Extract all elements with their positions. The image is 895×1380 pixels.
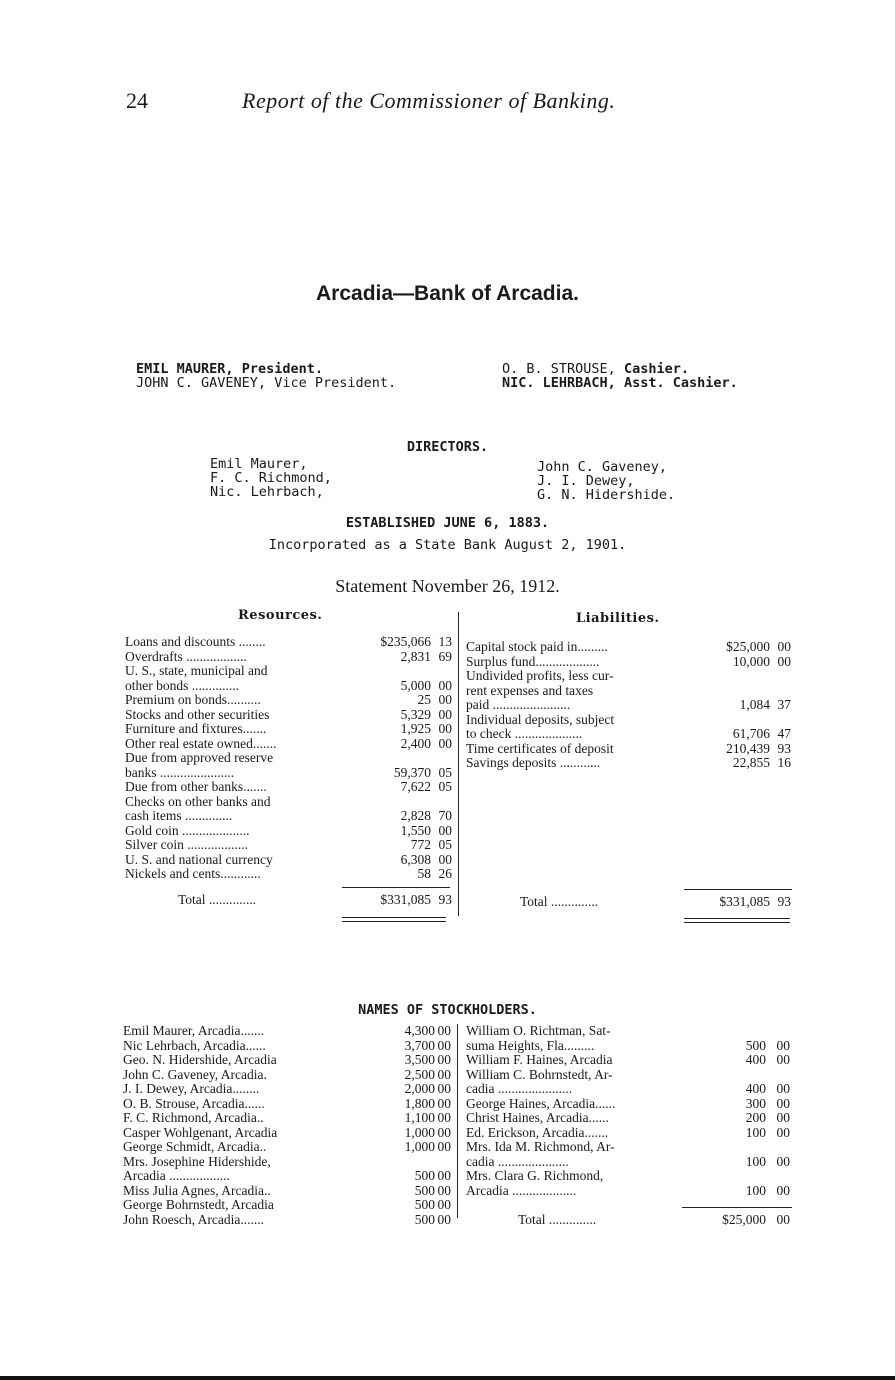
row-cents: 00 xyxy=(437,1052,451,1067)
row-label: Ed. Erickson, Arcadia....... xyxy=(466,1125,609,1140)
stockholder-row xyxy=(123,1184,453,1199)
row-cents: 00 xyxy=(437,1023,451,1038)
resources-total-rule xyxy=(342,887,450,888)
resource-row xyxy=(125,635,455,650)
resource-row xyxy=(125,664,455,679)
resource-row xyxy=(125,766,455,781)
row-amount: 1,550 xyxy=(400,822,431,838)
row-label: Miss Julia Agnes, Arcadia.. xyxy=(123,1183,271,1198)
stockholder-row xyxy=(466,1068,796,1083)
row-label: John Roesch, Arcadia....... xyxy=(123,1212,264,1227)
row-amount: 1,000 xyxy=(404,1124,435,1140)
row-amount: 2,831 xyxy=(400,648,431,664)
row-amount: 7,622 xyxy=(400,779,431,794)
liability-row xyxy=(466,756,796,771)
resource-row xyxy=(125,650,455,665)
resources-total-row xyxy=(125,893,455,908)
row-cents: 05 xyxy=(438,779,452,794)
officer-left-2 xyxy=(136,376,396,391)
stockholder-row xyxy=(123,1082,453,1097)
row-label: Checks on other banks and xyxy=(125,794,271,809)
row-label: Due from approved reserve xyxy=(125,751,274,765)
liability-row xyxy=(466,640,796,655)
liability-row xyxy=(466,698,796,713)
row-cents: 00 xyxy=(776,1081,790,1096)
stockholder-row xyxy=(466,1184,796,1199)
resource-row xyxy=(125,824,455,839)
row-amount: 1,925 xyxy=(400,721,431,736)
officer-title: Vice President. xyxy=(274,375,397,391)
row-cents: 37 xyxy=(777,697,791,712)
bank-title: Arcadia—Bank of Arcadia. xyxy=(316,282,579,305)
row-cents: 00 xyxy=(438,721,452,736)
total-amount: $331,085 xyxy=(719,894,770,909)
row-cents: 00 xyxy=(438,692,452,707)
row-label: Gold coin .................... xyxy=(125,823,250,838)
statement-title: Statement November 26, 1912. xyxy=(335,576,560,596)
officer-title: Cashier. xyxy=(623,361,689,377)
row-amount: 2,500 xyxy=(404,1066,435,1082)
row-label: Arcadia .................. xyxy=(123,1169,230,1183)
liability-row xyxy=(466,669,796,684)
row-label: Loans and discounts ........ xyxy=(125,635,266,649)
row-cents: 00 xyxy=(437,1066,451,1082)
resource-row xyxy=(125,737,455,752)
stockholder-row xyxy=(466,1024,796,1039)
row-cents: 00 xyxy=(437,1182,451,1198)
stockholder-row xyxy=(466,1039,796,1054)
row-amount: 2,000 xyxy=(404,1081,435,1096)
row-label: Surplus fund................... xyxy=(466,654,600,669)
stockholder-row xyxy=(123,1068,453,1083)
statement-divider xyxy=(458,612,459,916)
officer-name: EMIL MAURER, xyxy=(136,361,234,377)
row-amount: 25 xyxy=(417,692,431,707)
row-amount: 59,370 xyxy=(393,764,431,780)
row-label: William F. Haines, Arcadia xyxy=(466,1053,613,1067)
row-amount: 210,439 xyxy=(726,740,770,756)
row-label: Stocks and other securities xyxy=(125,707,270,722)
resource-row xyxy=(125,722,455,737)
liabilities-heading: Liabilities. xyxy=(576,611,660,626)
established-date: ESTABLISHED JUNE 6, 1883. xyxy=(345,515,550,531)
row-label: banks ...................... xyxy=(125,765,235,780)
row-label: Nic Lehrbach, Arcadia...... xyxy=(123,1038,266,1053)
officer-name: O. B. STROUSE, xyxy=(502,361,616,377)
row-cents: 93 xyxy=(777,740,791,756)
row-cents: 69 xyxy=(438,648,452,664)
row-cents: 13 xyxy=(438,634,452,649)
row-cents: 00 xyxy=(438,851,452,867)
row-label: Casper Wohlgenant, Arcadia xyxy=(123,1125,278,1140)
row-label: Arcadia ................... xyxy=(466,1183,577,1198)
row-cents: 16 xyxy=(777,755,791,770)
row-label: cash items .............. xyxy=(125,809,233,823)
liability-row xyxy=(466,727,796,742)
stockholder-row xyxy=(123,1111,453,1126)
liability-row xyxy=(466,655,796,670)
resource-row xyxy=(125,795,455,810)
row-cents: 00 xyxy=(437,1081,451,1096)
stockholders-total-row xyxy=(466,1213,796,1228)
stockholders-divider xyxy=(457,1024,458,1218)
liabilities-total-row xyxy=(466,895,796,910)
stockholder-row xyxy=(466,1140,796,1155)
row-cents: 00 xyxy=(776,1095,790,1111)
stockholder-row xyxy=(123,1198,453,1213)
row-label: cadia ..................... xyxy=(466,1154,569,1169)
officer-name: JOHN C. GAVENEY, xyxy=(136,375,267,391)
resources-heading: Resources. xyxy=(238,608,323,623)
row-label: John C. Gaveney, Arcadia. xyxy=(123,1067,267,1082)
resource-row xyxy=(125,679,455,694)
total-label: Total .............. xyxy=(518,1213,597,1227)
row-label: William C. Bohrnstedt, Ar- xyxy=(466,1067,613,1082)
row-amount: 2,828 xyxy=(400,808,431,823)
row-cents: 70 xyxy=(438,808,452,823)
row-label: Silver coin .................. xyxy=(125,838,248,852)
row-amount: 5,329 xyxy=(400,706,431,722)
row-label: Time certificates of deposit xyxy=(466,741,614,756)
row-cents: 00 xyxy=(776,1153,790,1169)
row-label: Mrs. Ida M. Richmond, Ar- xyxy=(466,1140,615,1154)
row-amount: 400 xyxy=(745,1052,766,1067)
row-amount: 6,308 xyxy=(400,851,431,867)
page-number: 24 xyxy=(126,88,148,113)
row-label: William O. Richtman, Sat- xyxy=(466,1024,611,1038)
total-cents: 00 xyxy=(776,1212,790,1227)
row-cents: 00 xyxy=(776,1182,790,1198)
stockholder-row xyxy=(123,1140,453,1155)
row-cents: 05 xyxy=(438,764,452,780)
row-label: Nickels and cents............ xyxy=(125,867,261,881)
row-amount: 2,400 xyxy=(400,735,431,751)
officer-name: NIC. LEHRBACH, xyxy=(502,375,616,391)
row-amount: 1,800 xyxy=(404,1095,435,1111)
row-amount: 500 xyxy=(745,1037,766,1053)
liabilities-total-rule xyxy=(684,889,792,890)
liability-row xyxy=(466,713,796,728)
total-amount: $25,000 xyxy=(722,1212,766,1227)
director-right-1: John C. Gaveney, xyxy=(537,459,668,475)
row-amount: 22,855 xyxy=(732,755,770,770)
stockholder-row xyxy=(123,1126,453,1141)
total-amount: $331,085 xyxy=(380,892,431,907)
row-amount: 1,100 xyxy=(404,1110,435,1125)
row-label: Savings deposits ............ xyxy=(466,756,601,770)
resource-row xyxy=(125,780,455,795)
resource-row xyxy=(125,867,455,882)
stockholder-row xyxy=(123,1155,453,1170)
row-label: Furniture and fixtures....... xyxy=(125,722,267,736)
row-label: Capital stock paid in......... xyxy=(466,640,608,654)
total-cents: 93 xyxy=(438,892,452,907)
row-label: Mrs. Josephine Hidershide, xyxy=(123,1154,271,1169)
row-label: cadia ...................... xyxy=(466,1082,573,1096)
liabilities-total-double-rule xyxy=(684,918,790,923)
row-cents: 00 xyxy=(437,1095,451,1111)
director-left-3: Nic. Lehrbach, xyxy=(210,484,324,500)
row-cents: 00 xyxy=(437,1168,451,1183)
stockholder-row xyxy=(466,1126,796,1141)
liability-row xyxy=(466,742,796,757)
row-cents: 05 xyxy=(438,837,452,852)
total-label: Total .............. xyxy=(520,895,599,909)
row-cents: 26 xyxy=(438,866,452,881)
directors-heading: DIRECTORS. xyxy=(406,439,489,455)
stockholder-row xyxy=(466,1111,796,1126)
total-cents: 93 xyxy=(777,894,791,909)
row-label: Geo. N. Hidershide, Arcadia xyxy=(123,1053,277,1067)
row-label: O. B. Strouse, Arcadia...... xyxy=(123,1096,265,1111)
row-amount: 3,500 xyxy=(404,1052,435,1067)
row-label: Mrs. Clara G. Richmond, xyxy=(466,1169,604,1183)
stockholder-row xyxy=(466,1169,796,1184)
row-cents: 00 xyxy=(776,1110,790,1125)
stockholder-row xyxy=(466,1155,796,1170)
director-right-3: G. N. Hidershide. xyxy=(537,487,676,503)
row-amount: 61,706 xyxy=(732,726,770,741)
stockholders-total-rule xyxy=(682,1207,792,1208)
row-label: Undivided profits, less cur- xyxy=(466,669,614,683)
row-label: to check .................... xyxy=(466,727,583,741)
row-amount: 772 xyxy=(410,837,431,852)
row-cents: 00 xyxy=(438,822,452,838)
row-label: paid ....................... xyxy=(466,698,571,712)
resources-total-double-rule xyxy=(342,917,446,922)
officer-title: President. xyxy=(241,361,323,377)
row-amount: 100 xyxy=(745,1182,766,1198)
row-label: Individual deposits, subject xyxy=(466,712,615,727)
row-label: U. S., state, municipal and xyxy=(125,664,268,678)
row-amount: 200 xyxy=(745,1110,766,1125)
row-amount: 100 xyxy=(745,1153,766,1169)
row-cents: 00 xyxy=(437,1197,451,1212)
resource-row xyxy=(125,853,455,868)
resource-row xyxy=(125,838,455,853)
incorporated-date: Incorporated as a State Bank August 2, 1901. xyxy=(268,537,627,553)
row-label: U. S. and national currency xyxy=(125,852,273,867)
stockholder-row xyxy=(123,1039,453,1054)
resource-row xyxy=(125,809,455,824)
row-cents: 00 xyxy=(777,653,791,669)
stockholder-row xyxy=(466,1097,796,1112)
page-edge xyxy=(0,1376,895,1380)
total-label: Total .............. xyxy=(178,893,257,907)
row-amount: 100 xyxy=(745,1124,766,1140)
row-label: Emil Maurer, Arcadia....... xyxy=(123,1024,265,1038)
resource-row xyxy=(125,693,455,708)
row-amount: 5,000 xyxy=(400,677,431,693)
row-cents: 00 xyxy=(437,1037,451,1053)
row-cents: 47 xyxy=(777,726,791,741)
row-amount: 500 xyxy=(414,1211,435,1227)
row-label: Christ Haines, Arcadia...... xyxy=(466,1111,609,1125)
row-label: Due from other banks....... xyxy=(125,780,267,794)
row-cents: 00 xyxy=(437,1124,451,1140)
row-amount: $25,000 xyxy=(726,639,770,654)
row-amount: 500 xyxy=(414,1182,435,1198)
row-label: Premium on bonds.......... xyxy=(125,693,261,707)
row-amount: 300 xyxy=(745,1095,766,1111)
stockholders-heading: NAMES OF STOCKHOLDERS. xyxy=(358,1002,537,1018)
row-label: rent expenses and taxes xyxy=(466,683,594,698)
row-cents: 00 xyxy=(438,706,452,722)
stockholder-row xyxy=(123,1097,453,1112)
row-cents: 00 xyxy=(776,1052,790,1067)
row-label: George Bohrnstedt, Arcadia xyxy=(123,1198,274,1212)
row-cents: 00 xyxy=(438,677,452,693)
row-label: other bonds .............. xyxy=(125,678,239,693)
row-label: George Haines, Arcadia...... xyxy=(466,1096,616,1111)
row-cents: 00 xyxy=(777,639,791,654)
row-amount: 1,000 xyxy=(404,1139,435,1154)
stockholder-row xyxy=(466,1053,796,1068)
row-amount: 400 xyxy=(745,1081,766,1096)
stockholder-row xyxy=(123,1169,453,1184)
resource-row xyxy=(125,708,455,723)
row-amount: 58 xyxy=(417,866,431,881)
row-label: suma Heights, Fla......... xyxy=(466,1038,595,1053)
row-amount: 4,300 xyxy=(404,1023,435,1038)
row-label: Overdrafts .................. xyxy=(125,649,247,664)
director-left-1: Emil Maurer, xyxy=(210,456,308,472)
stockholder-row xyxy=(466,1082,796,1097)
officer-title: Asst. Cashier. xyxy=(623,375,738,391)
row-cents: 00 xyxy=(437,1139,451,1154)
stockholder-row xyxy=(123,1213,453,1228)
row-cents: 00 xyxy=(776,1124,790,1140)
row-amount: 10,000 xyxy=(732,653,770,669)
row-label: Other real estate owned....... xyxy=(125,736,277,751)
stockholder-row xyxy=(123,1053,453,1068)
row-amount: 1,084 xyxy=(739,697,770,712)
row-label: George Schmidt, Arcadia.. xyxy=(123,1140,267,1154)
resource-row xyxy=(125,751,455,766)
row-label: J. I. Dewey, Arcadia........ xyxy=(123,1082,260,1096)
row-label: F. C. Richmond, Arcadia.. xyxy=(123,1111,264,1125)
director-left-2: F. C. Richmond, xyxy=(210,470,332,486)
row-amount: 500 xyxy=(414,1168,435,1183)
row-amount: $235,066 xyxy=(380,634,431,649)
row-cents: 00 xyxy=(776,1037,790,1053)
director-right-2: J. I. Dewey, xyxy=(537,473,635,489)
row-amount: 500 xyxy=(414,1197,435,1212)
stockholder-row xyxy=(123,1024,453,1039)
officer-right-2 xyxy=(502,376,738,391)
liability-row xyxy=(466,684,796,699)
row-cents: 00 xyxy=(437,1110,451,1125)
running-title: Report of the Commissioner of Banking. xyxy=(242,88,616,113)
row-cents: 00 xyxy=(438,735,452,751)
row-cents: 00 xyxy=(437,1211,451,1227)
row-amount: 3,700 xyxy=(404,1037,435,1053)
